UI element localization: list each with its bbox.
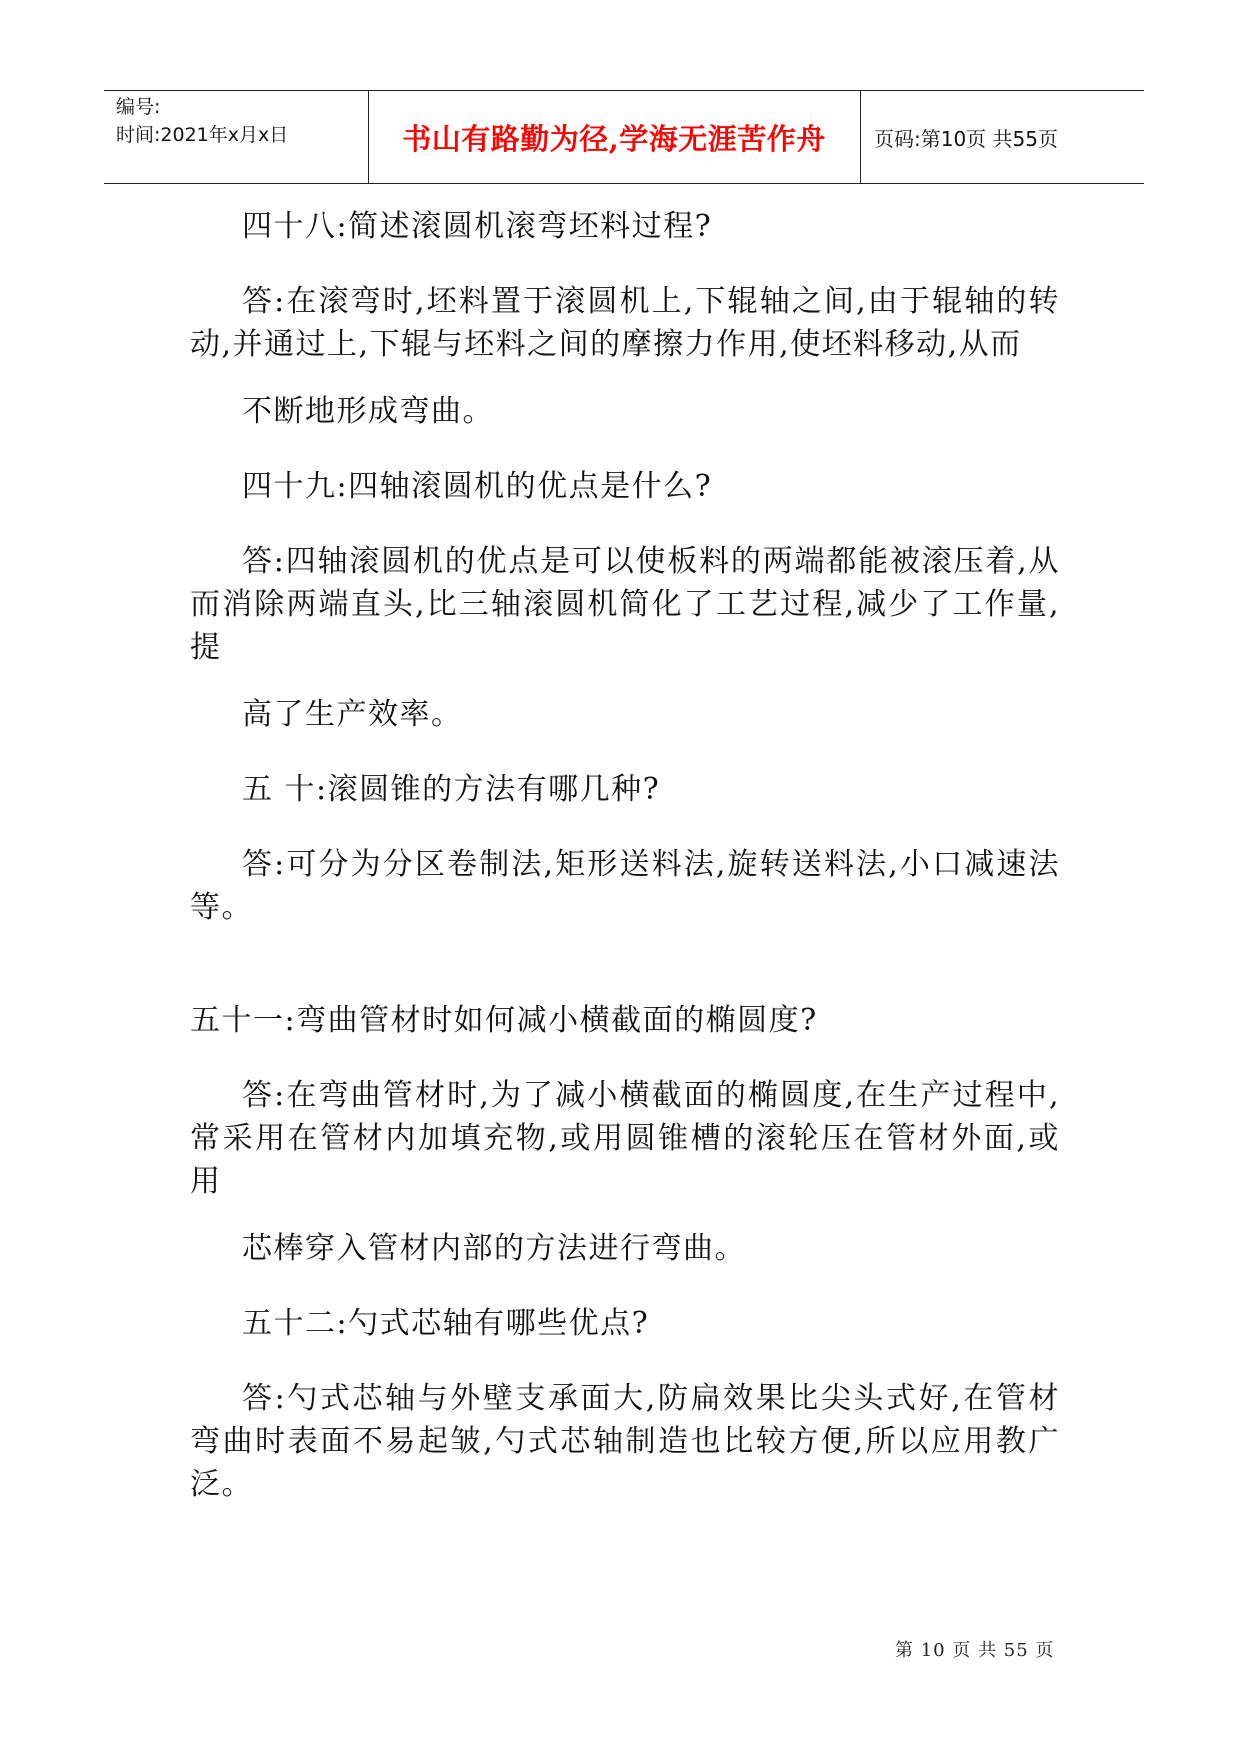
- header-motto: 书山有路勤为径,学海无涯苦作舟: [402, 121, 826, 156]
- answer-52: 答:勺式芯轴与外壁支承面大,防扁效果比尖头式好,在管材弯曲时表面不易起皱,勺式芯轴制造也比较方便,所以应用教广泛。: [190, 1381, 1060, 1502]
- answer-51-continued: 芯棒穿入管材内部的方法进行弯曲。: [242, 1231, 746, 1266]
- answer-50: 答:可分为分区卷制法,矩形送料法,旋转送料法,小口减速法等。: [190, 847, 1060, 925]
- page-footer: 第 10 页 共 55 页: [895, 1640, 1055, 1661]
- document-body: [190, 205, 1060, 1506]
- answer-49-continued: 高了生产效率。: [242, 697, 463, 732]
- question-50: 五 十:滚圆锥的方法有哪几种?: [242, 772, 661, 807]
- answer-48-continued: 不断地形成弯曲。: [242, 394, 494, 429]
- question-48: 四十八:简述滚圆机滚弯坯料过程?: [242, 209, 713, 244]
- question-51: 五十一:弯曲管材时如何减小横截面的椭圆度?: [190, 1003, 818, 1038]
- number-label: 编号:: [116, 96, 161, 118]
- header-divider: [368, 91, 369, 183]
- header-page-info: 页码:第10页 共55页: [874, 126, 1058, 151]
- question-52: 五十二:勺式芯轴有哪些优点?: [242, 1306, 650, 1341]
- header-table: [104, 90, 1144, 184]
- answer-49: 答:四轴滚圆机的优点是可以使板料的两端都能被滚压着,从而消除两端直头,比三轴滚圆机简化了工艺过程,减少了工作量,提: [190, 544, 1060, 665]
- answer-51: 答:在弯曲管材时,为了减小横截面的椭圆度,在生产过程中,常采用在管材内加填充物,或用圆锥槽的滚轮压在管材外面,或用: [190, 1078, 1060, 1199]
- time-label: 时间:2021年x月x日: [116, 124, 289, 146]
- header-divider: [860, 91, 861, 183]
- answer-48: 答:在滚弯时,坯料置于滚圆机上,下辊轴之间,由于辊轴的转动,并通过上,下辊与坯料之间的摩擦力作用,使坯料移动,从而: [190, 284, 1060, 362]
- header-meta: [116, 93, 364, 149]
- question-49: 四十九:四轴滚圆机的优点是什么?: [242, 469, 713, 504]
